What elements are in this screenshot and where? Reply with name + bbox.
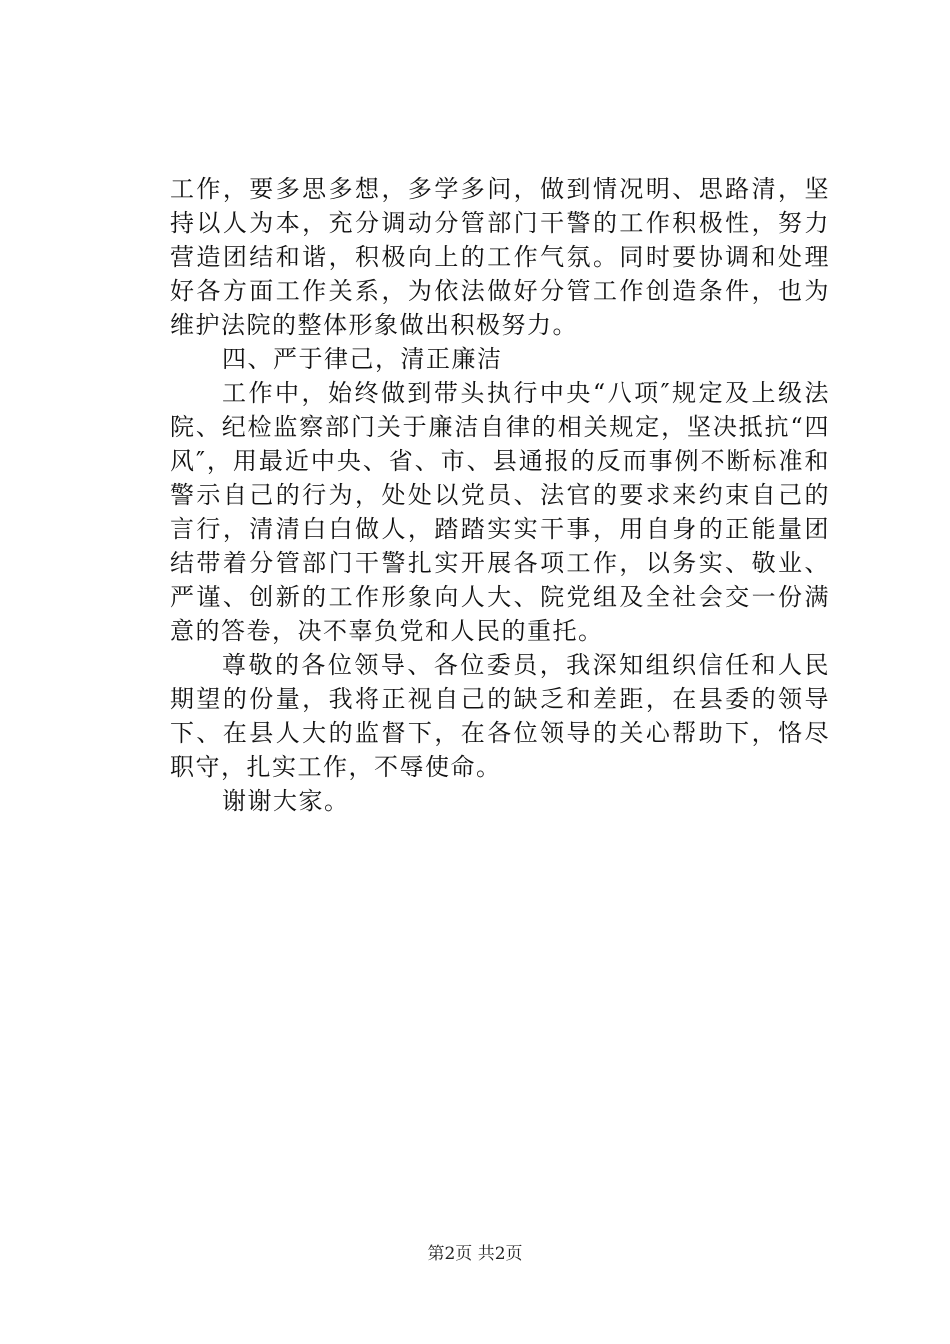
paragraph-continuation: 工作，要多思多想，多学多问，做到情况明、思路清，坚持以人为本，充分调动分管部门干警的工作积极性，努力营造团结和谐，积极向上的工作气氛。同时要协调和处理好各方面工作关系，为依法做好分管工作创造条件，也为维护法院的整体形象做出积极努力。 [170, 175, 830, 339]
paragraph: 工作中，始终做到带头执行中央“八项″规定及上级法院、纪检监察部门关于廉洁自律的相关规定，坚决抵抗“四风″，用最近中央、省、市、县通报的反而事例不断标准和警示自己的行为，处处以党员、法官的要求来约束自己的言行，清清白白做人，踏踏实实干事，用自身的正能量团结带着分管部门干警扎实开展各项工作，以务实、敬业、严谨、创新的工作形象向人大、院党组及全社会交一份满意的答卷，决不辜负党和人民的重托。 [170, 379, 830, 645]
document-body [170, 172, 830, 818]
section-heading: 四、严于律己，清正廉洁 [222, 345, 503, 373]
paragraph: 尊敬的各位领导、各位委员，我深知组织信任和人民期望的份量，我将正视自己的缺乏和差距，在县委的领导下、在县人大的监督下，在各位领导的关心帮助下，恪尽职守，扎实工作，不辱使命。 [170, 651, 830, 781]
page-footer: 第2页 共2页 [427, 1244, 523, 1264]
closing-line: 谢谢大家。 [222, 787, 350, 815]
